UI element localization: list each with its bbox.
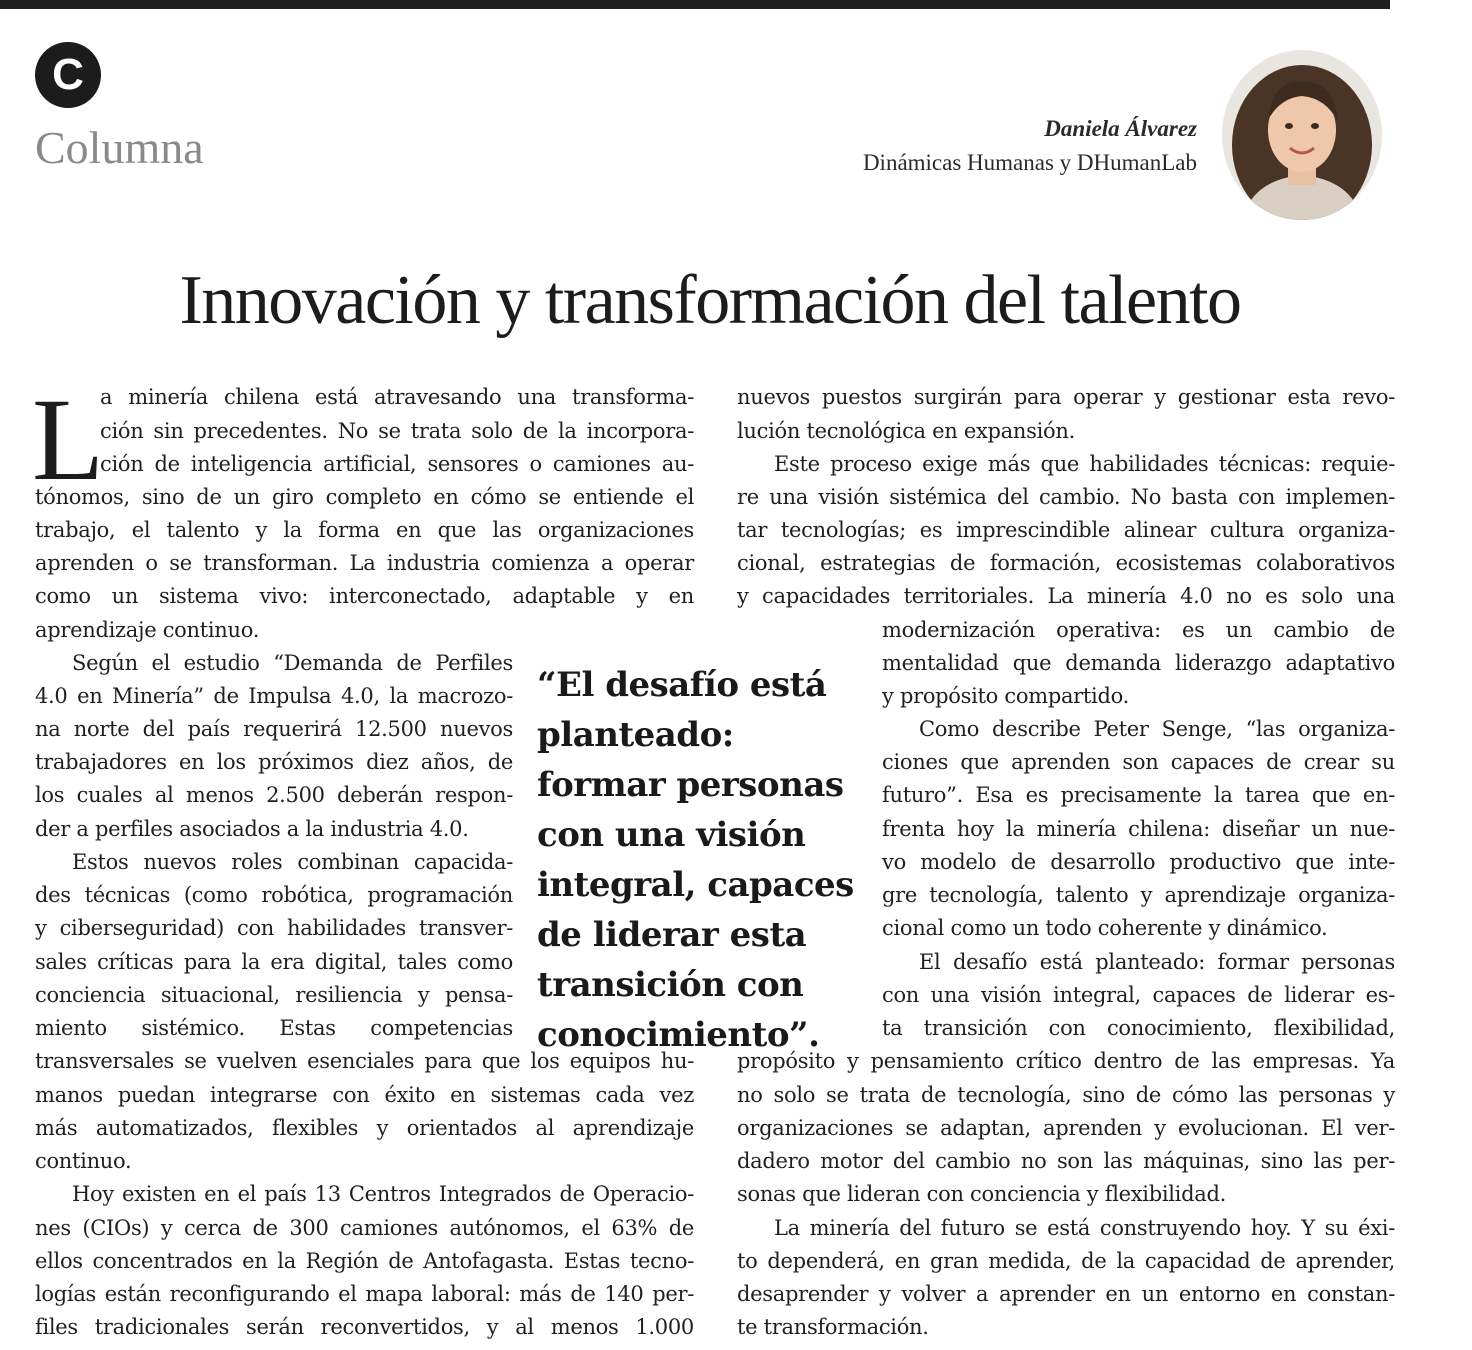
text-line: Como describe Peter Senge, “las organiza- <box>919 717 1395 741</box>
text-line: Estos nuevos roles combinan capacida- <box>72 850 513 874</box>
text-line: re una visión sistémica del cambio. No basta con implemen- <box>737 485 1395 509</box>
text-line: nuevos puestos surgirán para operar y gestionar esta revo- <box>737 385 1395 409</box>
top-rule <box>0 0 1390 9</box>
text-line: ción sin precedentes. No se trata solo de la incorpora- <box>100 419 694 443</box>
text-line: files tradicionales serán reconvertidos, y al menos 1.000 <box>35 1315 694 1339</box>
text-line: y capacidades territoriales. La minería 4.0 no es solo una <box>737 584 1395 608</box>
text-line: gre tecnología, talento y aprendizaje organiza- <box>882 883 1395 907</box>
text-line: tar tecnologías; es imprescindible alinear cultura organiza- <box>737 518 1395 542</box>
text-line: te transformación. <box>737 1315 929 1339</box>
text-line: vo modelo de desarrollo productivo que inte- <box>882 850 1395 874</box>
text-line: La minería del futuro se está construyendo hoy. Y su éxi- <box>774 1216 1395 1240</box>
text-line: cional como un todo coherente y dinámico. <box>882 916 1328 940</box>
text-line: ta transición con conocimiento, flexibilidad, <box>882 1016 1395 1040</box>
text-line: des técnicas (como robótica, programación <box>35 883 513 907</box>
text-line: mentalidad que demanda liderazgo adaptativo <box>882 651 1395 675</box>
text-line: y ciberseguridad) con habilidades transver- <box>35 916 513 940</box>
text-line: der a perfiles asociados a la industria 4.0. <box>35 817 469 841</box>
text-line: conciencia situacional, resiliencia y pensa- <box>35 983 513 1007</box>
text-line: ellos concentrados en la Región de Antofagasta. Estas tecno- <box>35 1249 694 1273</box>
text-line: como un sistema vivo: interconectado, adaptable y en <box>35 584 694 608</box>
pull-quote: “El desafío está planteado: formar personas con una visión integral, capaces de liderar esta transición con conocimiento”. <box>537 665 854 1055</box>
text-line: 4.0 en Minería” de Impulsa 4.0, la macrozo- <box>35 684 513 708</box>
text-line: tónomos, sino de un giro completo en cómo se entiende el <box>35 485 694 509</box>
text-line: sales críticas para la era digital, tales como <box>35 950 513 974</box>
text-line: to dependerá, en gran medida, de la capacidad de aprender, <box>737 1249 1395 1273</box>
text-line: trabajo, el talento y la forma en que las organizaciones <box>35 518 694 542</box>
text-line: sonas que lideran con conciencia y flexibilidad. <box>737 1182 1226 1206</box>
text-line: más automatizados, flexibles y orientados al aprendizaje <box>35 1116 694 1140</box>
text-line: futuro”. Esa es precisamente la tarea que en- <box>882 783 1395 807</box>
text-line: manos puedan integrarse con éxito en sistemas cada vez <box>35 1083 694 1107</box>
author-portrait <box>1222 50 1382 220</box>
text-line: aprendizaje continuo. <box>35 618 260 642</box>
section-label: Columna <box>35 122 204 173</box>
text-line: propósito y pensamiento crítico dentro de las empresas. Ya <box>737 1049 1395 1073</box>
text-line: Según el estudio “Demanda de Perfiles <box>72 651 513 675</box>
text-line: lución tecnológica en expansión. <box>737 419 1075 443</box>
section-badge: C <box>35 42 101 108</box>
text-line: logías están reconfigurando el mapa laboral: más de 140 per- <box>35 1282 694 1306</box>
text-line: na norte del país requerirá 12.500 nuevos <box>35 717 513 741</box>
text-line: ciones que aprenden son capaces de crear su <box>882 750 1395 774</box>
text-line: continuo. <box>35 1149 132 1173</box>
text-line: no solo se trata de tecnología, sino de cómo las personas y <box>737 1083 1395 1107</box>
text-line: miento sistémico. Estas competencias <box>35 1016 513 1040</box>
text-line: a minería chilena está atravesando una transforma- <box>100 385 694 409</box>
author-organization: Dinámicas Humanas y DHumanLab <box>862 150 1197 175</box>
text-line: organizaciones se adaptan, aprenden y evolucionan. El ver- <box>737 1116 1395 1140</box>
article-headline: Innovación y transformación del talento <box>179 262 1241 339</box>
text-line: cional, estrategias de formación, ecosistemas colaborativos <box>737 551 1395 575</box>
text-line: ción de inteligencia artificial, sensores o camiones au- <box>100 452 694 476</box>
text-line: modernización operativa: es un cambio de <box>882 618 1395 642</box>
text-line: trabajadores en los próximos diez años, de <box>35 750 513 774</box>
text-line: con una visión integral, capaces de liderar es- <box>882 983 1395 1007</box>
author-name: Daniela Álvarez <box>1044 116 1197 141</box>
text-line: desaprender y volver a aprender en un entorno en constan- <box>737 1282 1395 1306</box>
text-line: El desafío está planteado: formar personas <box>919 950 1395 974</box>
text-line: frenta hoy la minería chilena: diseñar un nue- <box>882 817 1395 841</box>
text-line: Este proceso exige más que habilidades técnicas: requie- <box>774 452 1395 476</box>
text-line: Hoy existen en el país 13 Centros Integrados de Operacio- <box>72 1182 694 1206</box>
text-line: aprenden o se transforman. La industria comienza a operar <box>35 551 694 575</box>
text-line: transversales se vuelven esenciales para que los equipos hu- <box>35 1049 694 1073</box>
text-line: dadero motor del cambio no son las máquinas, sino las per- <box>737 1149 1395 1173</box>
drop-cap: L <box>32 374 105 505</box>
text-line: y propósito compartido. <box>882 684 1129 708</box>
text-line: los cuales al menos 2.500 deberán respon- <box>35 783 513 807</box>
author-portrait-icon <box>1222 50 1382 220</box>
text-line: nes (CIOs) y cerca de 300 camiones autónomos, el 63% de <box>35 1216 694 1240</box>
